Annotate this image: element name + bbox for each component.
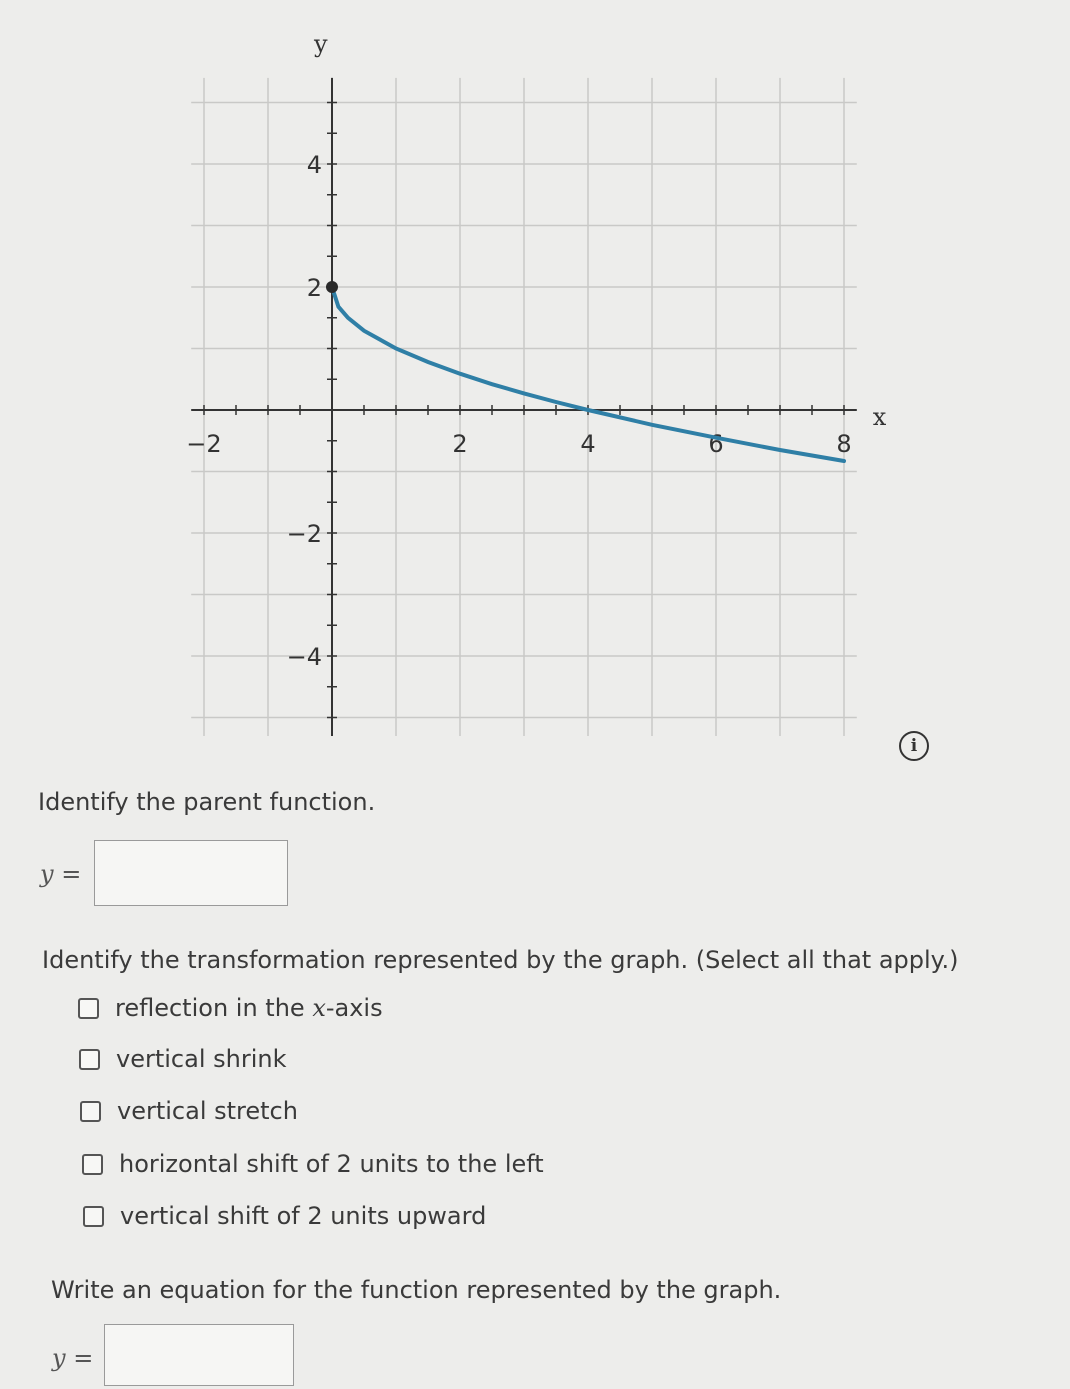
equation-input[interactable] <box>104 1324 294 1386</box>
option-vertical-shift-up[interactable] <box>83 1202 486 1230</box>
option-label: vertical shrink <box>116 1045 287 1073</box>
transformation-prompt: Identify the transformation represented by the graph. (Select all that apply.) <box>42 946 959 974</box>
x-axis-label: x <box>872 403 887 431</box>
x-tick-label: 2 <box>452 430 468 458</box>
option-label: reflection in the x-axis <box>115 994 383 1022</box>
option-reflection-x-axis[interactable] <box>78 994 383 1022</box>
y-variable: y <box>52 1344 66 1372</box>
equation-prompt: Write an equation for the function represented by the graph. <box>51 1276 782 1304</box>
option-vertical-stretch[interactable] <box>80 1097 298 1125</box>
equals-sign: = <box>73 1344 94 1372</box>
y-tick-label: 2 <box>306 274 322 302</box>
parent-function-y-label <box>40 860 81 888</box>
parent-function-input[interactable] <box>94 840 288 906</box>
x-tick-label: 6 <box>708 430 724 458</box>
checkbox[interactable] <box>79 1049 100 1070</box>
checkbox[interactable] <box>80 1101 101 1122</box>
option-label: vertical shift of 2 units upward <box>120 1202 487 1230</box>
x-tick-label: −2 <box>186 430 222 458</box>
parent-function-prompt: Identify the parent function. <box>38 788 376 816</box>
info-icon[interactable]: i <box>899 731 929 761</box>
option-label: vertical stretch <box>117 1097 298 1125</box>
equals-sign: = <box>61 860 82 888</box>
curve-start-point <box>326 281 338 293</box>
y-variable: y <box>40 860 54 888</box>
checkbox[interactable] <box>83 1206 104 1227</box>
option-horizontal-shift-left[interactable] <box>82 1150 544 1178</box>
y-axis-label: y <box>314 29 328 58</box>
option-vertical-shrink[interactable] <box>79 1045 286 1073</box>
option-label: horizontal shift of 2 units to the left <box>119 1150 544 1178</box>
y-tick-label: −2 <box>286 520 322 548</box>
equation-y-label <box>52 1344 93 1372</box>
y-tick-label: −4 <box>286 643 322 671</box>
checkbox[interactable] <box>82 1154 103 1175</box>
checkbox[interactable] <box>78 998 99 1019</box>
x-tick-label: 8 <box>836 430 852 458</box>
x-tick-label: 4 <box>580 430 596 458</box>
y-tick-label: 4 <box>306 151 322 179</box>
